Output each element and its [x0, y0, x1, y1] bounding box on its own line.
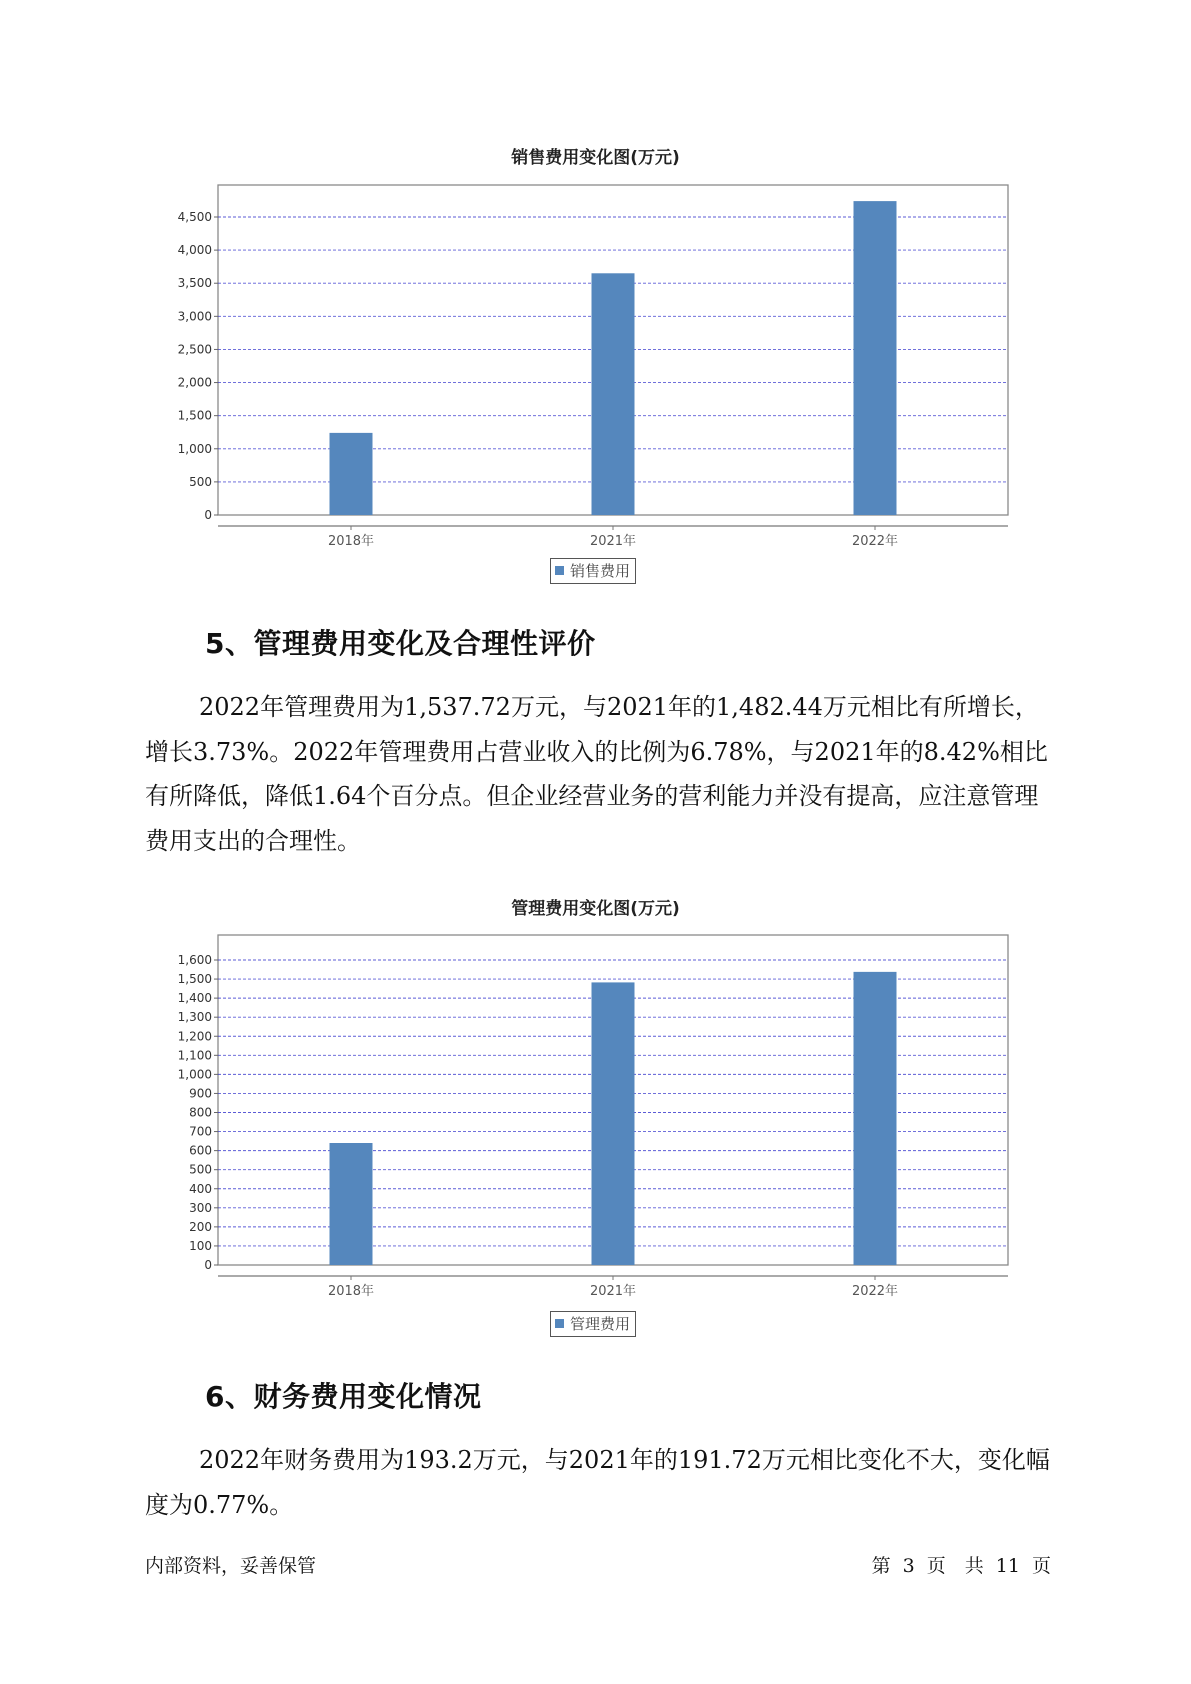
y-tick-label: 1,000: [177, 441, 212, 456]
y-tick-label: 2,000: [177, 375, 212, 390]
y-tick-label: 3,000: [177, 309, 212, 324]
section-5-heading: 5、管理费用变化及合理性评价: [205, 627, 596, 660]
bar-2022年: [854, 201, 897, 515]
bar-2018年: [330, 1143, 373, 1265]
y-tick-label: 2,500: [177, 342, 212, 357]
section-6-text: 2022年财务费用为193.2万元，与2021年的191.72万元相比变化不大，变化幅度为0.77%。: [145, 1446, 1050, 1519]
footer-page-number: 第 3 页 共 11 页: [871, 1555, 1051, 1577]
y-tick-label: 1,400: [177, 991, 212, 1006]
y-tick-label: 1,300: [177, 1010, 212, 1025]
y-tick-label: 400: [189, 1181, 212, 1196]
section-6-heading: 6、财务费用变化情况: [205, 1380, 482, 1413]
y-tick-label: 0: [204, 508, 212, 522]
y-tick-label: 100: [189, 1238, 212, 1253]
legend-label: 管理费用: [570, 1315, 631, 1333]
legend-swatch: [555, 1319, 564, 1328]
bar-2018年: [330, 433, 373, 515]
sales-expense-chart: [0, 170, 1191, 550]
y-tick-label: 800: [189, 1105, 212, 1120]
admin-chart-title: 管理费用变化图(万元): [511, 899, 680, 919]
y-tick-label: 1,600: [177, 953, 212, 967]
admin-expense-chart: [0, 923, 1191, 1303]
section-5-paragraph: [145, 685, 1050, 863]
x-tick-label: 2022年: [851, 534, 899, 549]
y-tick-label: 4,000: [177, 243, 212, 258]
y-tick-label: 600: [189, 1143, 212, 1158]
y-tick-label: 700: [189, 1124, 212, 1139]
bar-2021年: [592, 982, 635, 1265]
x-tick-label: 2022年: [851, 1284, 899, 1299]
footer-confidential-note: 内部资料，妥善保管: [145, 1555, 317, 1577]
section-5-text: 2022年管理费用为1,537.72万元，与2021年的1,482.44万元相比有所增长，增长3.73%。2022年管理费用占营业收入的比例为6.78%，与2021年的8.42%相比有所降低，降低1.64个百分点。但企业经营业务的营利能力并没有提高，应注意管理费用支出的合理性。: [145, 693, 1048, 855]
y-tick-label: 1,500: [177, 972, 212, 987]
section-6-paragraph: [145, 1438, 1050, 1527]
bar-2022年: [854, 972, 897, 1265]
y-tick-label: 900: [189, 1086, 212, 1101]
bar-2021年: [592, 273, 635, 515]
sales-chart-title: 销售费用变化图(万元): [511, 148, 680, 168]
x-tick-label: 2018年: [327, 1284, 375, 1299]
y-tick-label: 300: [189, 1200, 212, 1215]
x-tick-label: 2021年: [589, 1284, 637, 1299]
y-tick-label: 4,500: [177, 210, 212, 224]
x-tick-label: 2018年: [327, 534, 375, 549]
y-tick-label: 500: [189, 1162, 212, 1177]
y-tick-label: 1,500: [177, 408, 212, 423]
y-tick-label: 1,000: [177, 1067, 212, 1082]
legend-label: 销售费用: [570, 562, 631, 580]
y-tick-label: 1,100: [177, 1048, 212, 1063]
x-tick-label: 2021年: [589, 534, 637, 549]
sales-chart-legend: [550, 558, 636, 584]
y-tick-label: 500: [189, 474, 212, 489]
legend-swatch: [555, 566, 564, 575]
y-tick-label: 1,200: [177, 1029, 212, 1044]
y-tick-label: 0: [204, 1258, 212, 1272]
y-tick-label: 3,500: [177, 276, 212, 291]
y-tick-label: 200: [189, 1219, 212, 1234]
admin-chart-legend: [550, 1311, 636, 1337]
